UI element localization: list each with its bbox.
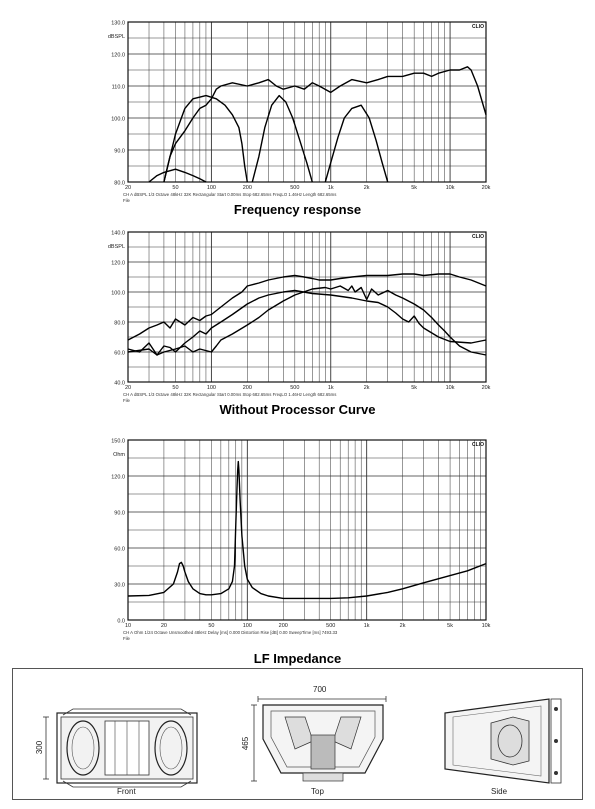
x-tick-label: 10k bbox=[445, 185, 455, 191]
x-tick-label: 50 bbox=[208, 623, 215, 629]
clio-brand-mark: CLIO bbox=[472, 234, 484, 240]
measurement-settings: CH A Ohm 1/24 Octave Unsmoothed 48kHz Delay [ms] 0.000 Distortion Rise [dB] 0.00 SweepTime [ms] 7493.33 bbox=[123, 630, 338, 635]
y-tick-label: 130.0 bbox=[111, 20, 125, 27]
x-tick-label: 200 bbox=[242, 185, 252, 191]
lf-impedance-chart bbox=[100, 428, 500, 646]
x-tick-label: 2k bbox=[399, 623, 406, 629]
top-view-drawing bbox=[251, 696, 386, 781]
y-tick-label: 100.0 bbox=[111, 116, 125, 123]
y-tick-label: 120.0 bbox=[111, 52, 125, 59]
y-tick-label: 120.0 bbox=[111, 260, 125, 267]
clio-brand-mark: CLIO bbox=[472, 24, 484, 30]
y-tick-label: 90.0 bbox=[114, 148, 125, 155]
clio-brand-mark: CLIO bbox=[472, 442, 484, 448]
x-tick-label: 5k bbox=[411, 385, 418, 391]
x-tick-label: 50 bbox=[172, 385, 179, 391]
y-tick-label: 0.0 bbox=[117, 618, 125, 625]
x-tick-label: 200 bbox=[278, 623, 288, 629]
y-tick-label: 150.0 bbox=[111, 438, 125, 445]
y-tick-label: 100.0 bbox=[111, 290, 125, 297]
x-tick-label: 20k bbox=[481, 185, 491, 191]
file-label: File bbox=[123, 198, 130, 203]
y-tick-label: 40.0 bbox=[114, 380, 125, 387]
x-tick-label: 1k bbox=[327, 185, 334, 191]
x-tick-label: 20 bbox=[124, 185, 132, 191]
depth-dimension: 465 bbox=[241, 736, 251, 751]
y-axis-label: dBSPL bbox=[107, 34, 125, 40]
x-tick-label: 50 bbox=[172, 185, 179, 191]
measurement-settings: CH A dBSPL 1/3 Octave 48kHz 32K Rectangular Start 0.00ms Stop 682.65ms FreqLO 1.46Hz Length 682.65ms bbox=[123, 192, 337, 197]
x-tick-label: 500 bbox=[290, 185, 300, 191]
y-tick-label: 80.0 bbox=[114, 180, 125, 187]
height-dimension: 300 bbox=[35, 740, 45, 755]
width-dimension: 700 bbox=[313, 685, 327, 694]
series-line-2 bbox=[149, 169, 206, 182]
x-tick-label: 2k bbox=[363, 185, 370, 191]
y-tick-label: 90.0 bbox=[114, 510, 125, 517]
x-tick-label: 200 bbox=[242, 385, 252, 391]
front-view-drawing bbox=[43, 709, 197, 787]
y-tick-label: 80.0 bbox=[114, 320, 125, 327]
series-line-1 bbox=[164, 67, 486, 182]
side-view-drawing bbox=[445, 699, 561, 783]
front-label: Front bbox=[117, 787, 136, 796]
x-tick-label: 5k bbox=[447, 623, 453, 629]
y-axis-label: dBSPL bbox=[107, 244, 125, 250]
x-tick-label: 10k bbox=[481, 623, 491, 629]
x-tick-label: 10 bbox=[124, 623, 132, 629]
y-tick-label: 60.0 bbox=[114, 350, 125, 357]
without-processor-title: Without Processor Curve bbox=[219, 402, 376, 417]
lf-impedance-title: LF Impedance bbox=[253, 651, 342, 666]
x-tick-label: 20 bbox=[124, 385, 132, 391]
measurement-settings: CH A dBSPL 1/3 Octave 48kHz 32K Rectangular Start 0.00ms Stop 682.65ms FreqLO 1.46Hz Length 682.65ms bbox=[123, 392, 337, 397]
file-label: File bbox=[123, 636, 130, 641]
series-line-4 bbox=[252, 96, 312, 182]
x-tick-label: 20 bbox=[160, 623, 167, 629]
y-axis-label: Ohm bbox=[113, 452, 125, 458]
frequency-response-chart bbox=[100, 10, 500, 206]
y-tick-label: 60.0 bbox=[114, 546, 125, 553]
x-tick-label: 100 bbox=[206, 185, 217, 191]
x-tick-label: 10k bbox=[445, 385, 455, 391]
x-tick-label: 1k bbox=[363, 623, 370, 629]
series-line-5 bbox=[325, 105, 387, 182]
frequency-response-title: Frequency response bbox=[233, 202, 362, 217]
cabinet-drawings bbox=[13, 669, 582, 799]
file-label: File bbox=[123, 398, 130, 402]
x-tick-label: 100 bbox=[242, 623, 252, 629]
x-tick-label: 2k bbox=[363, 385, 370, 391]
x-tick-label: 500 bbox=[290, 385, 300, 391]
x-tick-label: 1k bbox=[327, 385, 334, 391]
top-label: Top bbox=[311, 787, 324, 796]
y-tick-label: 30.0 bbox=[114, 582, 125, 589]
series-line-3 bbox=[128, 286, 486, 355]
without-processor-chart bbox=[100, 222, 500, 402]
x-tick-label: 5k bbox=[411, 185, 418, 191]
side-label: Side bbox=[491, 787, 508, 796]
cabinet-drawings-panel bbox=[12, 668, 583, 800]
x-tick-label: 100 bbox=[206, 385, 217, 391]
y-tick-label: 120.0 bbox=[111, 474, 125, 481]
x-tick-label: 20k bbox=[481, 385, 491, 391]
x-tick-label: 500 bbox=[326, 623, 336, 629]
y-tick-label: 140.0 bbox=[111, 230, 125, 237]
y-tick-label: 110.0 bbox=[111, 84, 125, 91]
